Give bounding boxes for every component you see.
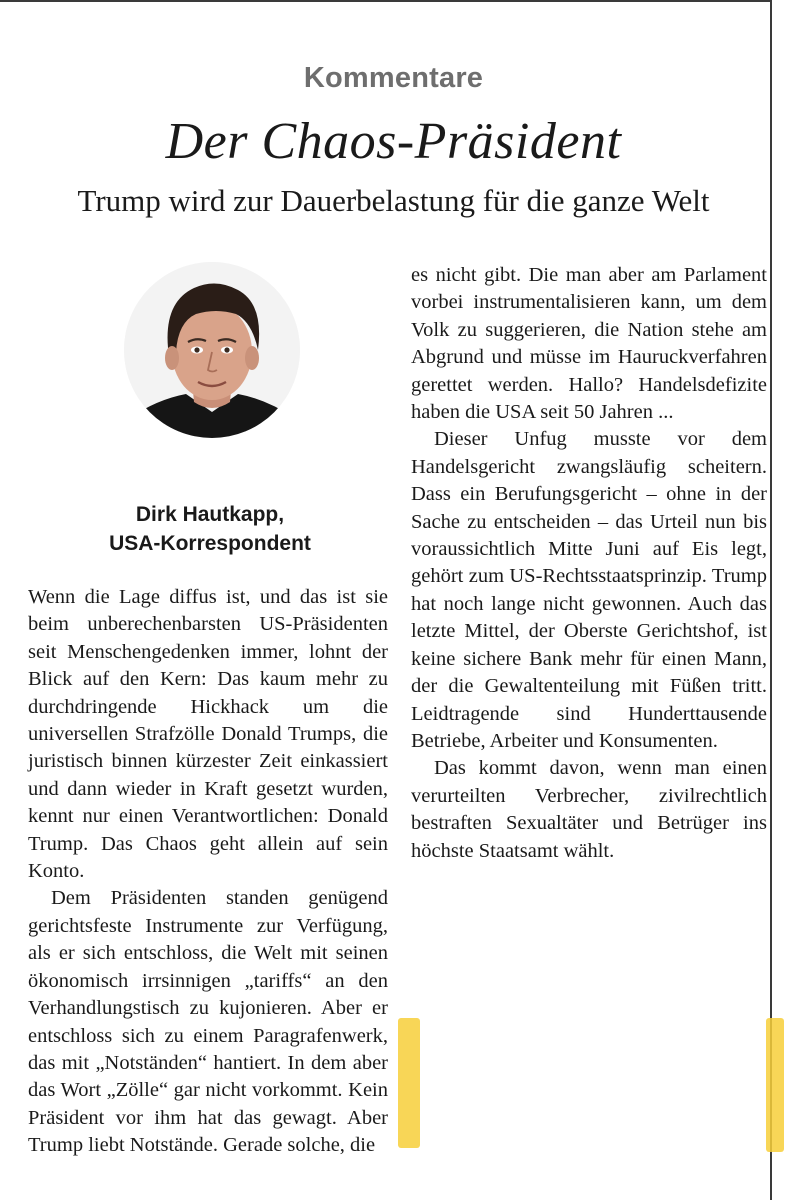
author-name: Dirk Hautkapp,: [135, 503, 285, 526]
marker-highlight-right: [766, 1018, 784, 1152]
headline: Der Chaos-Präsident: [165, 113, 622, 170]
author-byline: [30, 500, 390, 558]
article-column-right: [411, 262, 767, 865]
article-column-left: [28, 584, 388, 1160]
top-rule: [0, 0, 772, 2]
paragraph-2-continued: es nicht gibt. Die man aber am Parlament vorbei instrumentalisieren kann, um dem Volk zu suggerieren, die Nation stehe am Abgrund und müsse im Hauruckverfahren gerettet werden. Hallo? Handelsdefizite haben die USA seit 50 Jahren ...: [411, 264, 767, 424]
author-photo: [124, 262, 300, 438]
paragraph-1: Wenn die Lage diffus ist, und das ist sie beim unberechenbarsten US-Präsidenten seit Menschengedenken immer, lohnt der Blick auf den Kern: Das kaum mehr zu durchdringende Hickhack um die universellen Strafzölle Donald Trumps, die juristisch binnen kürzester Zeit einkassiert und dann wieder in Kraft gesetzt wurden, kennt nur einen Verantwortlichen: Donald Trump. Das Chaos geht allein auf sein Konto.: [28, 586, 388, 883]
subheadline: Trump wird zur Dauerbelastung für die ganze Welt: [77, 183, 710, 218]
author-portrait-illustration: [124, 262, 300, 438]
paragraph-2-start: Dem Präsidenten standen genügend gerichtsfeste Instrumente zur Verfügung, als er sich entschloss, die Welt mit seinen ökonomisch irrsinnigen „tariffs“ an den Verhandlungstisch zu kujonieren. Aber er entschloss sich zu einem Paragrafenwerk, das mit „Notständen“ hantiert. In dem aber das Wort „Zölle“ gar nicht vorkommt. Kein Präsident vor ihm hat das gewagt. Aber Trump liebt Notstände. Gerade solche, die: [28, 887, 388, 1157]
marker-highlight-left: [398, 1018, 420, 1148]
author-role: USA-Korrespondent: [109, 532, 311, 555]
paragraph-3: Dieser Unfug musste vor dem Handelsgericht zwangsläufig scheitern. Dass ein Berufungsgericht – ohne in der Sache zu entscheiden – das Urteil nun bis voraussichtlich Mitte Juni auf Eis legt, gehört zum US-Rechtsstaatsprinzip. Trump hat noch lange nicht gewonnen. Auch das letzte Mittel, der Oberste Gerichtshof, ist keine sichere Bank mehr für einen Mann, der die Gewaltenteilung mit Füßen tritt. Leidtragende sind Hunderttausende Betriebe, Arbeiter und Konsumenten.: [411, 428, 767, 752]
paragraph-4: Das kommt davon, wenn man einen verurteilten Verbrecher, zivilrechtlich bestraften Sexualtäter und Betrüger ins höchste Staatsamt wählt.: [411, 757, 767, 862]
section-rubric: Kommentare: [303, 62, 484, 94]
